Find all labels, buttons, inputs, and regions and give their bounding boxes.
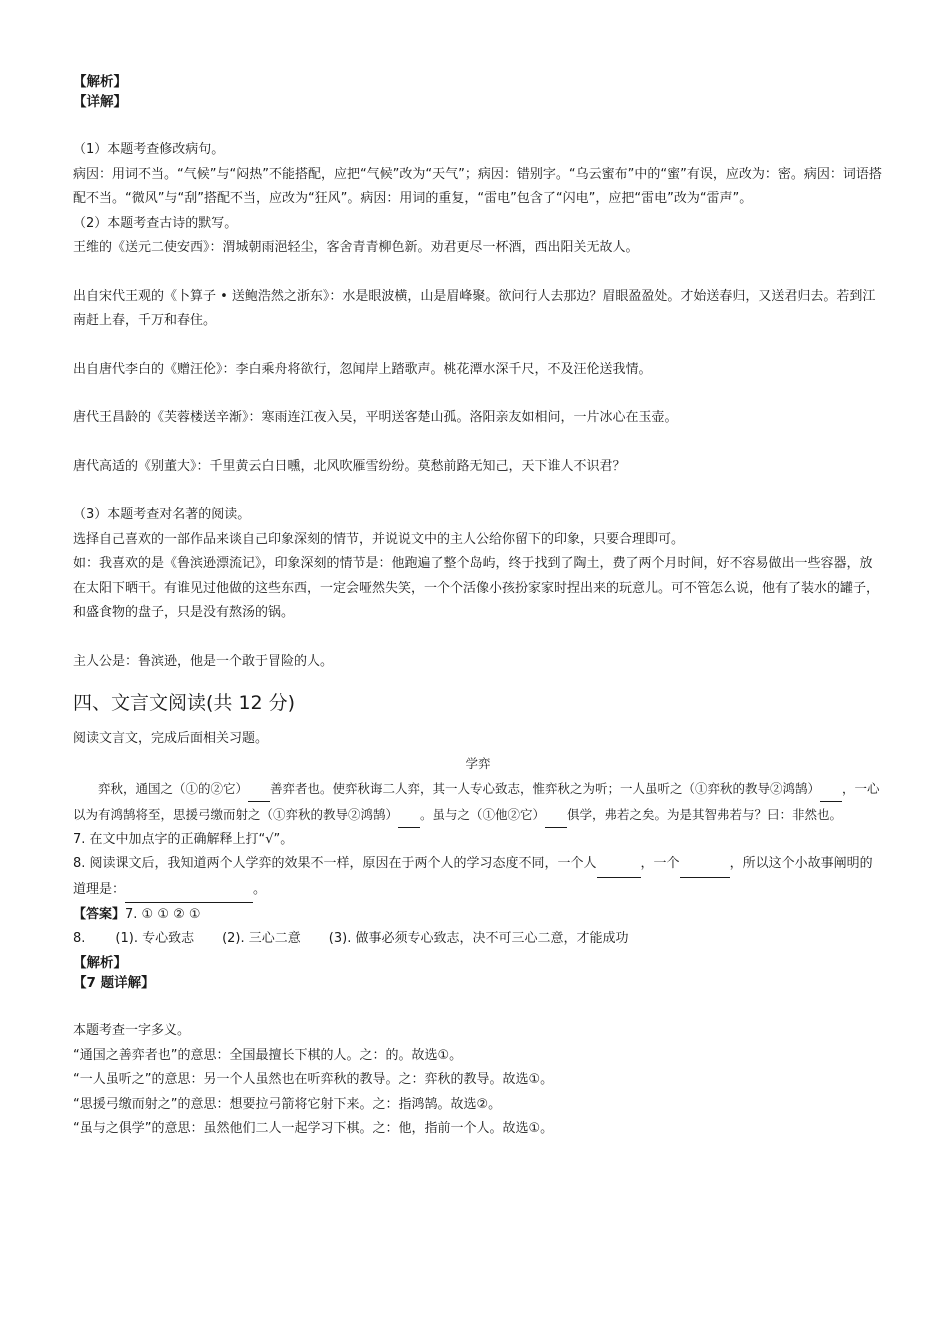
question-8: 8. 阅读课文后，我知道两个人学弈的效果不一样，原因在于两个人的学习态度不同，一个人 ，一个 ，所以这个小故事阐明的道理是： 。 <box>73 852 883 903</box>
q3-body-2: 如：我喜欢的是《鲁滨逊漂流记》，印象深刻的情节是：他跑遍了整个岛屿，终于找到了陶土，费了两个月时间，好不容易做出一些容器，放在太阳下晒干。有谁见过他做的这些东西，一定会哑然失笑，一个个活像小孩扮家家时捏出来的玩意儿。可不管怎么说，他有了装水的罐子，和盛食物的盘子，只是没有熬汤的锅。 <box>73 556 880 620</box>
question-7: 7. 在文中加点字的正确解释上打“√”。 <box>73 831 294 847</box>
detail-7-label: 【7 题详解】 <box>73 975 155 991</box>
document-page <box>73 70 883 1142</box>
instruction: 阅读文言文，完成后面相关习题。 <box>73 731 269 746</box>
blank-3[interactable] <box>125 878 253 904</box>
analysis-label: 【解析】 <box>73 74 127 90</box>
analysis-label-2: 【解析】 <box>73 955 127 971</box>
q3-body-1: 选择自己喜欢的一部作品来谈自己印象深刻的情节，并说说文中的主人公给你留下的印象，只要合理即可。 <box>73 531 685 547</box>
passage-text: 弈秋，通国之（①的②它） 善弈者也。使弈秋诲二人弈，其一人专心致志，惟弈秋之为听；一人虽听之（①弈秋的教导②鸿鹄） ，一心以为有鸿鹄将至，思援弓缴而射之（①弈秋的教导②鸿鹄） 。虽与之（①他②它） 俱学，弗若之矣。为是其智弗若与？曰：非然也。 <box>73 776 883 828</box>
detail-4: “虽与之俱学”的意思：虽然他们二人一起学习下棋。之：他，指前一个人。故选①。 <box>73 1121 554 1136</box>
detail-2: “一人虽听之”的意思：另一个人虽然也在听弈秋的教导。之：弈秋的教导。故选①。 <box>73 1072 554 1087</box>
section-heading: 四、文言文阅读(共 12 分) <box>73 692 296 714</box>
poem-3: 出自唐代李白的《赠汪伦》：李白乘舟将欲行，忽闻岸上踏歌声。桃花潭水深千尺，不及汪伦送我情。 <box>73 361 652 377</box>
q2-title: （2）本题考查古诗的默写。 <box>73 215 238 231</box>
q3-body-3: 主人公是：鲁滨逊，他是一个敢于冒险的人。 <box>73 653 334 669</box>
detail-title: 本题考查一字多义。 <box>73 1023 191 1038</box>
q1-body: 病因：用词不当。“气候”与“闷热”不能搭配，应把“气候”改为“天气”；病因：错别字。“乌云蜜布”中的“蜜”有误，应改为：密。病因：词语搭配不当。“微风”与“刮”搭配不当，应改为“狂风”。病因：用词的重复，“雷电”包含了“闪电”，应把“雷电”改为“雷声”。 <box>73 166 882 206</box>
poem-2: 出自宋代王观的《卜算子 • 送鲍浩然之浙东》：水是眼波横，山是眉峰聚。欲问行人去那边？眉眼盈盈处。才始送春归，又送君归去。若到江南赶上春，千万和春住。 <box>73 288 876 328</box>
passage-title: 学弈 <box>465 755 491 771</box>
poem-4: 唐代王昌龄的《芙蓉楼送辛渐》：寒雨连江夜入吴，平明送客楚山孤。洛阳亲友如相问，一片冰心在玉壶。 <box>73 410 678 425</box>
detail-label: 【详解】 <box>73 94 127 110</box>
detail-1: “通国之善弈者也”的意思：全国最擅长下棋的人。之：的。故选①。 <box>73 1047 463 1063</box>
blank-2[interactable] <box>680 852 730 878</box>
detail-3: “思援弓缴而射之”的意思：想要拉弓箭将它射下来。之：指鸿鹄。故选②。 <box>73 1096 502 1112</box>
q3-title: （3）本题考查对名著的阅读。 <box>73 507 251 522</box>
poem-1: 王维的《送元二使安西》：渭城朝雨浥轻尘，客舍青青柳色新。劝君更尽一杯酒，西出阳关无故人。 <box>73 240 639 255</box>
q1-title: （1）本题考查修改病句。 <box>73 142 225 157</box>
poem-5: 唐代高适的《别董大》：千里黄云白日曛，北风吹雁雪纷纷。莫愁前路无知己，天下谁人不识君？ <box>73 458 626 474</box>
blank-1[interactable] <box>597 852 641 878</box>
answer-8: 8. (1). 专心致志 (2). 三心二意 (3). 做事必须专心致志，决不可三心二意，才能成功 <box>73 931 629 946</box>
answer-7: 【答案】7. ① ① ② ① <box>73 907 201 922</box>
